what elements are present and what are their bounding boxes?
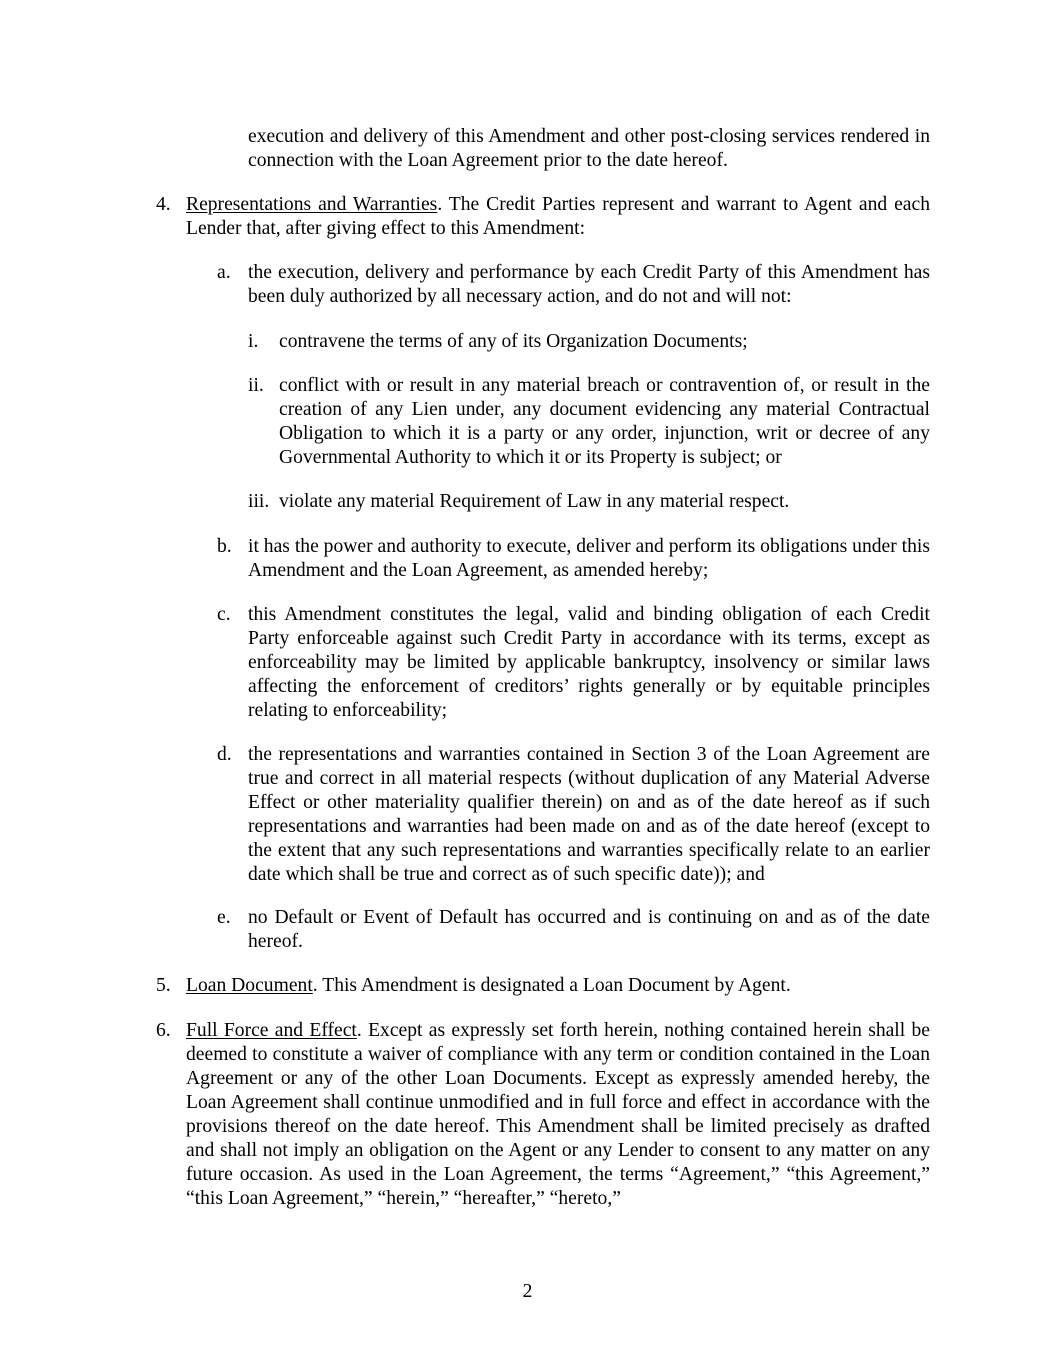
- clause-label: a.: [217, 262, 231, 283]
- clause-label: e.: [217, 907, 231, 928]
- section-heading: Full Force and Effect: [186, 1020, 357, 1041]
- subclause-label: i.: [248, 331, 259, 352]
- clause-text: it has the power and authority to execute, deliver and perform its obligations under this Amendment and the Loan Agreement, as amended hereby;: [248, 536, 930, 581]
- section-number: 4.: [156, 194, 171, 215]
- subclause-label: ii.: [248, 375, 264, 396]
- clause-text: the representations and warranties contained in Section 3 of the Loan Agreement are true and correct in all material respects (without duplication of any Material Adverse Effect or other materiality qualifier therein) on and as of the date hereof as if such representations and warranties had been made on and as of the date hereof (except to the extent that any such representations and warranties specifically relate to an earlier date which shall be true and correct as of such specific date)); and: [248, 744, 930, 885]
- clause-label: c.: [217, 604, 231, 625]
- clause-label: d.: [217, 744, 232, 765]
- clause-text: this Amendment constitutes the legal, valid and binding obligation of each Credit Party enforceable against such Credit Party in accordance with its terms, except as enforceability may be limited by applicable bankruptcy, insolvency or similar laws affecting the enforcement of creditors’ rights generally or by equitable principles relating to enforceability;: [248, 604, 930, 721]
- section-number: 6.: [156, 1020, 171, 1041]
- subclause-label: iii.: [248, 491, 270, 512]
- section-body: . Except as expressly set forth herein, nothing contained herein shall be deemed to constitute a waiver of compliance with any term or condition contained in the Loan Agreement or any of the other Loan Documents. Except as expressly amended hereby, the Loan Agreement shall continue unmodified and in full force and effect in accordance with the provisions thereof on the date hereof. This Amendment shall be limited precisely as drafted and shall not imply an obligation on the Agent or any Lender to consent to any matter on any future occasion. As used in the Loan Agreement, the terms “Agreement,” “this Agreement,” “this Loan Agreement,” “herein,” “hereafter,” “hereto,”: [186, 1020, 930, 1209]
- section-text: [186, 1019, 930, 1211]
- clause-text: the execution, delivery and performance by each Credit Party of this Amendment has been duly authorized by all necessary action, and do not and will not:: [248, 262, 930, 307]
- section-heading: Loan Document: [186, 975, 313, 996]
- page-number: 2: [522, 1281, 533, 1302]
- section-heading: Representations and Warranties: [186, 194, 438, 215]
- section-text: [186, 974, 930, 998]
- section-body: . This Amendment is designated a Loan Document by Agent.: [312, 975, 791, 996]
- section-body: . The Credit Parties represent and warrant to Agent and each Lender that, after giving effect to this Amendment:: [186, 194, 930, 239]
- section-text: [186, 193, 930, 241]
- subclause-text: violate any material Requirement of Law in any material respect.: [279, 491, 790, 512]
- section-number: 5.: [156, 975, 171, 996]
- subclause-text: contravene the terms of any of its Organization Documents;: [279, 331, 748, 352]
- clause-text: no Default or Event of Default has occurred and is continuing on and as of the date hereof.: [248, 907, 930, 952]
- subclause-text: conflict with or result in any material breach or contravention of, or result in the creation of any Lien under, any document evidencing any material Contractual Obligation to which it is a party or any order, injunction, writ or decree of any Governmental Authority to which it or its Property is subject; or: [279, 375, 930, 468]
- clause-label: b.: [217, 536, 232, 557]
- continuation-paragraph: execution and delivery of this Amendment and other post-closing services rendered in connection with the Loan Agreement prior to the date hereof.: [248, 126, 930, 171]
